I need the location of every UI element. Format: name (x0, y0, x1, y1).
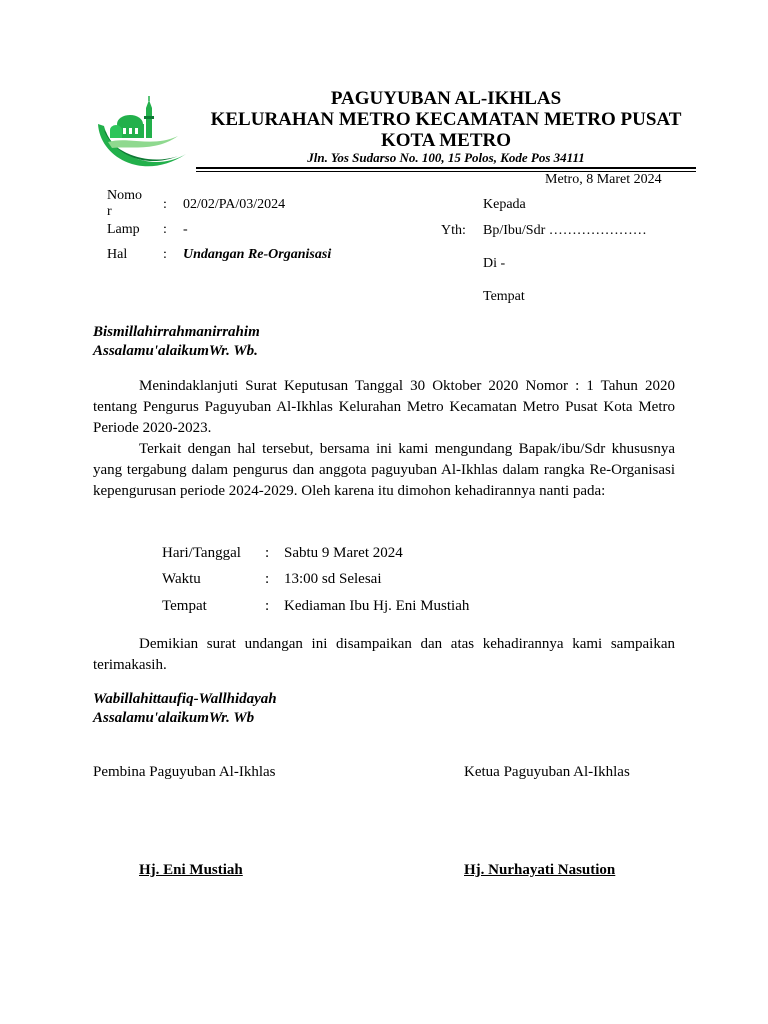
recipient-name: Bp/Ibu/Sdr ………………… (483, 223, 647, 238)
body-paragraph-2: Terkait dengan hal tersebut, bersama ini kami mengundang Bapak/ibu/Sdr khususnya yang tergabung dalam pengurus dan anggota paguyuban Al-Ikhlas dalam rangka Re-Organisasi kepengurusan periode 2024-2029. Oleh karena itu dimohon kehadirannya nanti pada: (93, 441, 675, 499)
lamp-colon: : (163, 222, 167, 237)
recipient-yth: Yth: (441, 223, 466, 238)
hal-colon: : (163, 247, 167, 262)
event-value-time: 13:00 sd Selesai (284, 571, 382, 587)
hal-value: Undangan Re-Organisasi (183, 247, 332, 262)
event-colon: : (265, 571, 270, 587)
signature-left-title: Pembina Paguyuban Al-Ikhlas (93, 764, 276, 780)
body-paragraph-3: Demikian surat undangan ini disampaikan dan atas kehadirannya kami sampaikan terimakasih. (93, 636, 675, 673)
lamp-label: Lamp (107, 222, 140, 237)
org-city: KOTA METRO (380, 130, 512, 151)
event-colon: : (265, 598, 270, 614)
org-name: PAGUYUBAN AL-IKHLAS (330, 88, 562, 109)
recipient-kepada: Kepada (483, 197, 526, 212)
lamp-value: - (183, 222, 188, 237)
event-value-date: Sabtu 9 Maret 2024 (284, 545, 403, 561)
nomor-colon: : (163, 197, 167, 212)
letter-date: Metro, 8 Maret 2024 (545, 172, 662, 187)
closing-line-1: Wabillahittaufiq-Wallhidayah (93, 691, 277, 707)
nomor-value: 02/02/PA/03/2024 (183, 197, 286, 212)
signature-left-name: Hj. Eni Mustiah (139, 862, 243, 878)
mosque-logo-icon (94, 96, 190, 176)
event-label-place: Tempat (162, 598, 207, 614)
signature-right-title: Ketua Paguyuban Al-Ikhlas (464, 764, 630, 780)
event-value-place: Kediaman Ibu Hj. Eni Mustiah (284, 598, 470, 614)
opening-basmalah: Bismillahirrahmanirrahim (93, 324, 260, 340)
nomor-label: Nomo r (107, 188, 142, 219)
event-label-date: Hari/Tanggal (162, 545, 241, 561)
closing-line-2: Assalamu'alaikumWr. Wb (93, 710, 255, 726)
org-subtitle: KELURAHAN METRO KECAMATAN METRO PUSAT (210, 109, 682, 130)
org-address: Jln. Yos Sudarso No. 100, 15 Polos, Kode Pos 34111 (307, 150, 585, 165)
recipient-di: Di - (483, 256, 506, 271)
opening-salam: Assalamu'alaikumWr. Wb. (93, 343, 258, 359)
recipient-tempat: Tempat (483, 289, 525, 304)
event-colon: : (265, 545, 270, 561)
hal-label: Hal (107, 247, 128, 262)
body-paragraph-1: Menindaklanjuti Surat Keputusan Tanggal 30 Oktober 2020 Nomor : 1 Tahun 2020 tentang Pengurus Paguyuban Al-Ikhlas Kelurahan Metro Kecamatan Metro Pusat Kota Metro Periode 2020-2023. (93, 378, 675, 436)
header-divider-thick (196, 167, 696, 169)
signature-right-name: Hj. Nurhayati Nasution (464, 862, 616, 878)
event-label-time: Waktu (162, 571, 201, 587)
